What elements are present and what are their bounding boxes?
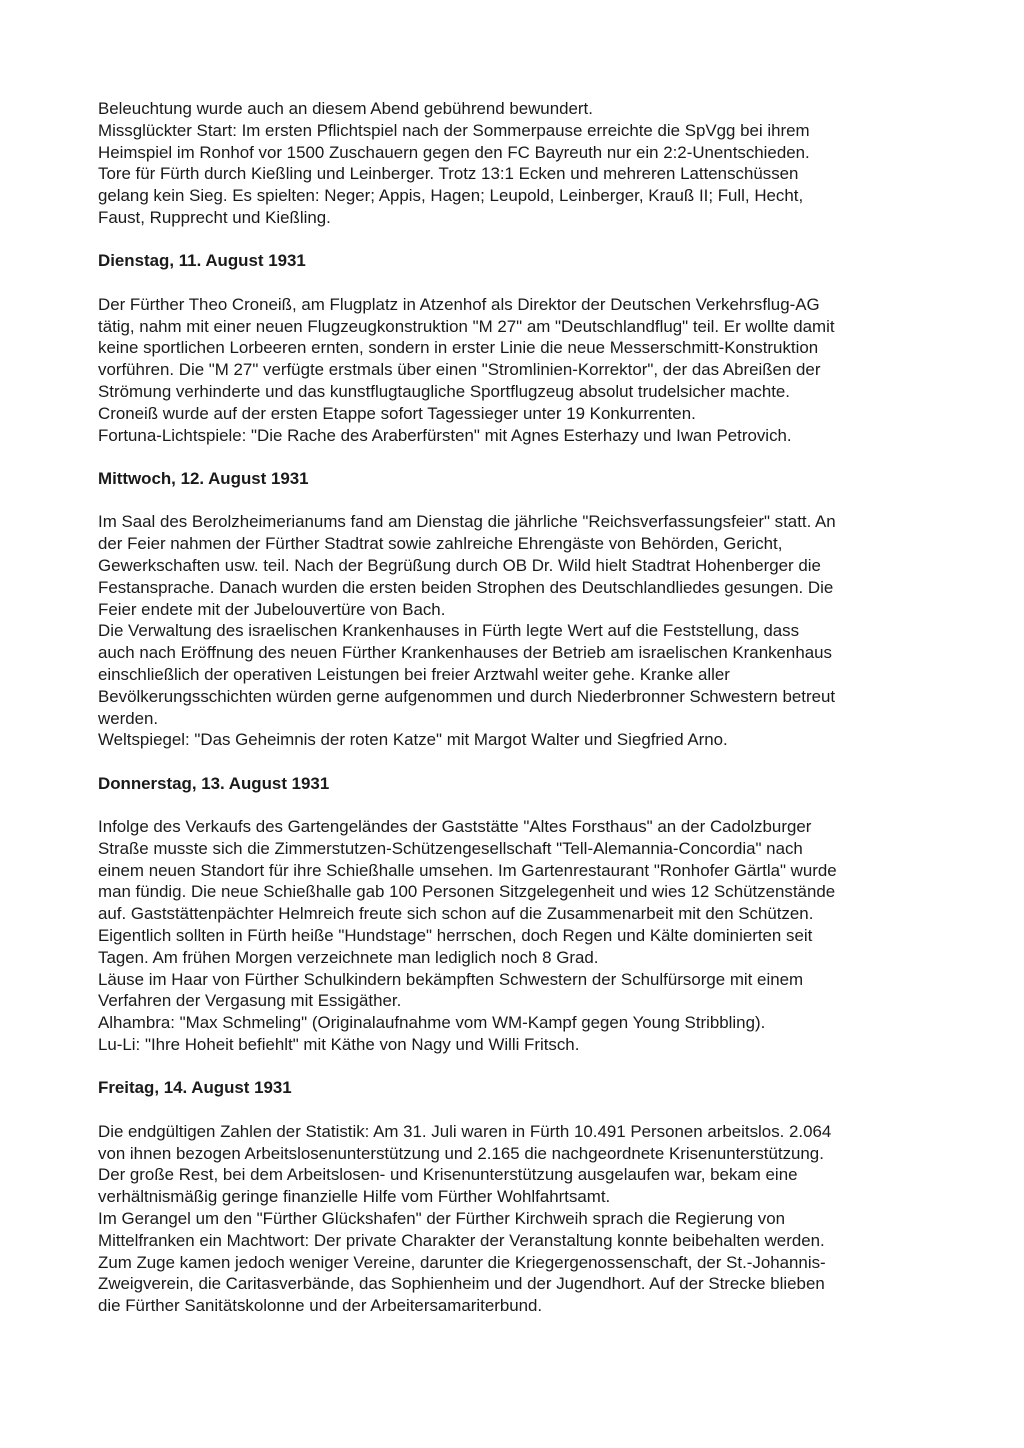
intro-paragraph (98, 98, 938, 229)
text-line: verhältnismäßig geringe finanzielle Hilfe vom Fürther Wohlfahrtsamt. (98, 1187, 611, 1207)
text-line: vorführen. Die "M 27" verfügte erstmals über einen "Stromlinien-Korrektor", der das Abreißen der (98, 360, 821, 380)
text-line: Tagen. Am frühen Morgen verzeichnete man lediglich noch 8 Grad. (98, 947, 599, 967)
text-line: Heimspiel im Ronhof vor 1500 Zuschauern gegen den FC Bayreuth nur ein 2:2-Unentschieden. (98, 142, 810, 162)
date-heading: Donnerstag, 13. August 1931 (98, 773, 330, 793)
text-line: Feier endete mit der Jubelouvertüre von Bach. (98, 599, 446, 619)
text-line: Beleuchtung wurde auch an diesem Abend gebührend bewundert. (98, 99, 593, 118)
text-line: Tore für Fürth durch Kießling und Leinberger. Trotz 13:1 Ecken und mehreren Lattenschüssen (98, 164, 799, 184)
text-line: Missglückter Start: Im ersten Pflichtspiel nach der Sommerpause erreichte die SpVgg bei ihrem (98, 120, 810, 140)
text-line: einschließlich der operativen Leistungen bei freier Arztwahl weiter gehe. Kranke aller (98, 664, 730, 684)
date-heading: Freitag, 14. August 1931 (98, 1078, 292, 1098)
text-line: Zweigverein, die Caritasverbände, das Sophienheim und der Jugendhort. Auf der Strecke blieben (98, 1274, 825, 1294)
section-donnerstag (98, 773, 938, 1056)
text-line: Eigentlich sollten in Fürth heiße "Hundstage" herrschen, doch Regen und Kälte dominierten seit (98, 926, 813, 946)
text-line: man fündig. Die neue Schießhalle gab 100 Personen Sitzgelegenheit und wies 12 Schützenstände (98, 882, 836, 902)
text-line: Lu-Li: "Ihre Hoheit befiehlt" mit Käthe von Nagy und Willi Fritsch. (98, 1035, 580, 1055)
text-line: Festansprache. Danach wurden die ersten beiden Strophen des Deutschlandliedes gesungen. Die (98, 577, 834, 597)
text-line: Alhambra: "Max Schmeling" (Originalaufnahme vom WM-Kampf gegen Young Stribbling). (98, 1013, 766, 1033)
text-line: auch nach Eröffnung des neuen Fürther Krankenhauses der Betrieb am israelischen Krankenhaus (98, 643, 832, 663)
text-line: Läuse im Haar von Fürther Schulkindern bekämpften Schwestern der Schulfürsorge mit einem (98, 969, 804, 989)
text-line: keine sportlichen Lorbeeren ernten, sondern in erster Linie die neue Messerschmitt-Konstruktion (98, 338, 819, 358)
text-line: Infolge des Verkaufs des Gartengeländes der Gaststätte "Altes Forsthaus" an der Cadolzburger (98, 817, 812, 837)
document-page (98, 98, 938, 1317)
text-line: Bevölkerungsschichten würden gerne aufgenommen und durch Niederbronner Schwestern betreut (98, 686, 836, 706)
text-line: Die Verwaltung des israelischen Krankenhauses in Fürth legte Wert auf die Feststellung, dass (98, 621, 800, 641)
text-line: Croneiß wurde auf der ersten Etappe sofort Tagessieger unter 19 Konkurrenten. (98, 403, 696, 423)
text-line: Faust, Rupprecht und Kießling. (98, 207, 331, 227)
text-line: Straße musste sich die Zimmerstutzen-Schützengesellschaft "Tell-Alemannia-Concordia" nach (98, 838, 803, 858)
date-heading: Mittwoch, 12. August 1931 (98, 468, 309, 488)
text-line: die Fürther Sanitätskolonne und der Arbeitersamariterbund. (98, 1296, 543, 1316)
text-line: auf. Gaststättenpächter Helmreich freute sich schon auf die Zusammenarbeit mit den Schützen. (98, 904, 814, 924)
text-line: Mittelfranken ein Machtwort: Der private Charakter der Veranstaltung konnte beibehalten werden. (98, 1230, 825, 1250)
text-line: werden. (98, 708, 159, 728)
text-line: Weltspiegel: "Das Geheimnis der roten Katze" mit Margot Walter und Siegfried Arno. (98, 730, 728, 750)
text-line: Fortuna-Lichtspiele: "Die Rache des Araberfürsten" mit Agnes Esterhazy und Iwan Petrovich. (98, 425, 792, 445)
text-line: gelang kein Sieg. Es spielten: Neger; Appis, Hagen; Leupold, Leinberger, Krauß II; Full, Hecht, (98, 186, 804, 206)
section-freitag (98, 1077, 938, 1317)
section-mittwoch (98, 468, 938, 751)
date-heading: Dienstag, 11. August 1931 (98, 251, 306, 271)
text-line: einem neuen Standort für ihre Schießhalle umsehen. Im Gartenrestaurant "Ronhofer Gärtla" wurde (98, 860, 837, 880)
text-line: von ihnen bezogen Arbeitslosenunterstützung und 2.165 die nachgeordnete Krisenunterstützung. (98, 1143, 824, 1163)
text-line: Verfahren der Vergasung mit Essigäther. (98, 991, 402, 1011)
text-line: Zum Zuge kamen jedoch weniger Vereine, darunter die Kriegergenossenschaft, der St.-Johannis- (98, 1252, 826, 1272)
text-line: Der große Rest, bei dem Arbeitslosen- und Krisenunterstützung ausgelaufen war, bekam eine (98, 1165, 798, 1185)
text-line: Im Saal des Berolzheimerianums fand am Dienstag die jährliche "Reichsverfassungsfeier" statt. An (98, 512, 836, 532)
text-line: tätig, nahm mit einer neuen Flugzeugkonstruktion "M 27" am "Deutschlandflug" teil. Er wollte damit (98, 316, 835, 336)
text-line: Der Fürther Theo Croneiß, am Flugplatz in Atzenhof als Direktor der Deutschen Verkehrsflug-AG (98, 294, 820, 314)
text-line: Im Gerangel um den "Fürther Glückshafen" der Fürther Kirchweih sprach die Regierung von (98, 1209, 786, 1229)
text-line: Strömung verhinderte und das kunstflugtaugliche Sportflugzeug absolut trudelsicher machte. (98, 381, 790, 401)
text-line: Die endgültigen Zahlen der Statistik: Am 31. Juli waren in Fürth 10.491 Personen arbeitslos. 2.064 (98, 1121, 832, 1141)
text-line: der Feier nahmen der Fürther Stadtrat sowie zahlreiche Ehrengäste von Behörden, Gericht, (98, 534, 783, 554)
section-dienstag (98, 250, 938, 446)
text-line: Gewerkschaften usw. teil. Nach der Begrüßung durch OB Dr. Wild hielt Stadtrat Hohenberger die (98, 555, 821, 575)
